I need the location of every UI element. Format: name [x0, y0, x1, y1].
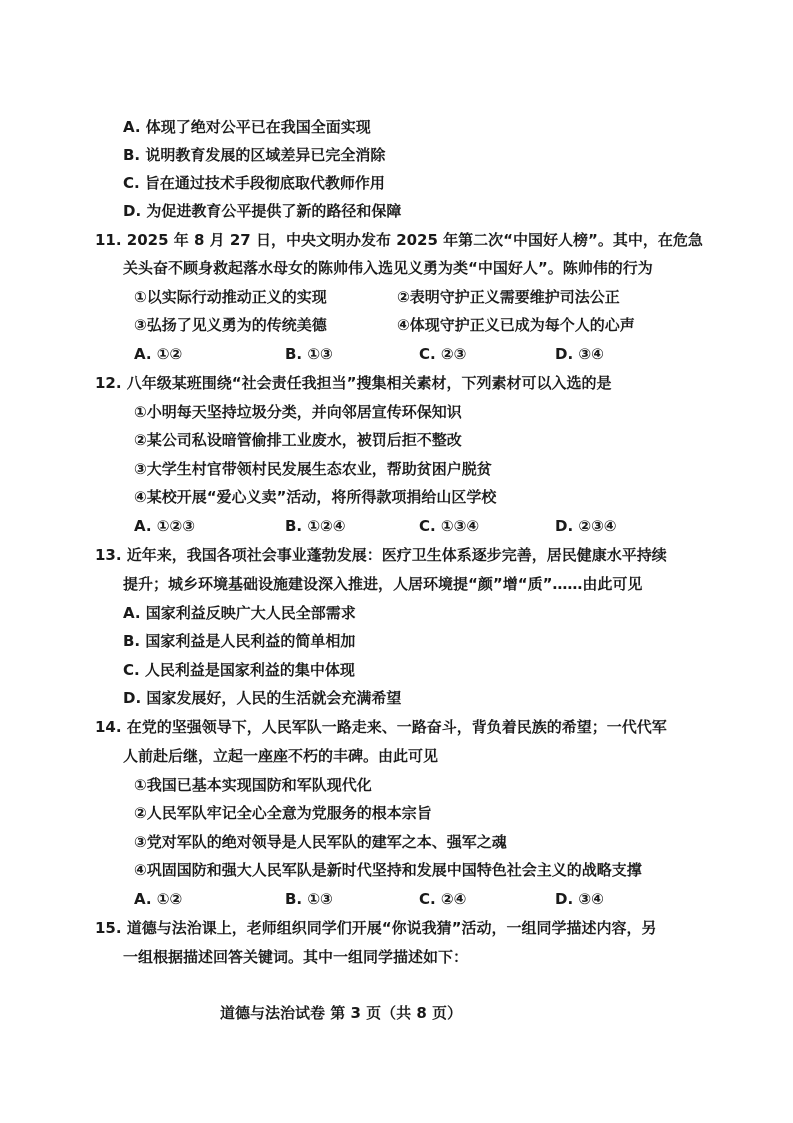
q11-stem-line-1: 11. 2025 年 8 月 27 日，中央文明办发布 2025 年第二次“中国好人榜”。其中，在危急: [95, 231, 703, 249]
q14-stem-line-2: 人前赴后继，立起一座座不朽的丰碑。由此可见: [123, 747, 439, 765]
q12-choice-a: A. ①②③: [134, 517, 195, 535]
q11-choice-a: A. ①②: [134, 345, 183, 363]
q14-item-4: ④巩固国防和强大人民军队是新时代坚持和发展中国特色社会主义的战略支撑: [134, 861, 642, 879]
q14-item-2: ②人民军队牢记全心全意为党服务的根本宗旨: [134, 804, 432, 822]
q10-option-c: C. 旨在通过技术手段彻底取代教师作用: [123, 174, 385, 192]
q13-option-a: A. 国家利益反映广大人民全部需求: [123, 604, 356, 622]
q10-option-d: D. 为促进教育公平提供了新的路径和保障: [123, 202, 402, 220]
q11-item-1: ①以实际行动推动正义的实现: [134, 288, 327, 306]
q11-item-3: ③弘扬了见义勇为的传统美德: [134, 316, 327, 334]
q13-stem-line-1: 13. 近年来，我国各项社会事业蓬勃发展：医疗卫生体系逐步完善，居民健康水平持续: [95, 546, 667, 564]
q12-item-4: ④某校开展“爱心义卖”活动，将所得款项捐给山区学校: [134, 488, 497, 506]
q12-item-2: ②某公司私设暗管偷排工业废水，被罚后拒不整改: [134, 431, 462, 449]
q14-item-1: ①我国已基本实现国防和军队现代化: [134, 776, 372, 794]
page-footer: 道德与法治试卷 第 3 页（共 8 页）: [220, 1004, 462, 1022]
q14-choice-a: A. ①②: [134, 890, 183, 908]
q14-stem-line-1: 14. 在党的坚强领导下，人民军队一路走来、一路奋斗，背负着民族的希望；一代代军: [95, 718, 667, 736]
q11-choice-b: B. ①③: [285, 345, 333, 363]
q11-item-2: ②表明守护正义需要维护司法公正: [397, 288, 620, 306]
q13-option-d: D. 国家发展好，人民的生活就会充满希望: [123, 689, 402, 707]
q12-choice-d: D. ②③④: [555, 517, 617, 535]
q12-choice-b: B. ①②④: [285, 517, 346, 535]
q13-stem-line-2: 提升；城乡环境基础设施建设深入推进，人居环境提“颜”增“质”……由此可见: [123, 575, 643, 593]
q14-choice-d: D. ③④: [555, 890, 604, 908]
q11-stem-line-2: 关头奋不顾身救起落水母女的陈帅伟入选见义勇为类“中国好人”。陈帅伟的行为: [123, 259, 653, 277]
q14-item-3: ③党对军队的绝对领导是人民军队的建军之本、强军之魂: [134, 833, 507, 851]
q10-option-a: A. 体现了绝对公平已在我国全面实现: [123, 118, 371, 136]
q13-option-b: B. 国家利益是人民利益的简单相加: [123, 632, 356, 650]
q11-choice-c: C. ②③: [419, 345, 467, 363]
q11-item-4: ④体现守护正义已成为每个人的心声: [397, 316, 635, 334]
q15-stem-line-2: 一组根据描述回答关键词。其中一组同学描述如下：: [123, 948, 469, 966]
q10-option-b: B. 说明教育发展的区域差异已完全消除: [123, 146, 386, 164]
q13-option-c: C. 人民利益是国家利益的集中体现: [123, 661, 355, 679]
q11-choice-d: D. ③④: [555, 345, 604, 363]
q14-choice-b: B. ①③: [285, 890, 333, 908]
q12-choice-c: C. ①③④: [419, 517, 480, 535]
q15-stem-line-1: 15. 道德与法治课上，老师组织同学们开展“你说我猜”活动，一组同学描述内容，另: [95, 919, 657, 937]
q12-stem-line-1: 12. 八年级某班围绕“社会责任我担当”搜集相关素材，下列素材可以入选的是: [95, 374, 612, 392]
q14-choice-c: C. ②④: [419, 890, 467, 908]
q12-item-3: ③大学生村官带领村民发展生态农业，帮助贫困户脱贫: [134, 460, 492, 478]
q12-item-1: ①小明每天坚持垃圾分类，并向邻居宣传环保知识: [134, 403, 462, 421]
